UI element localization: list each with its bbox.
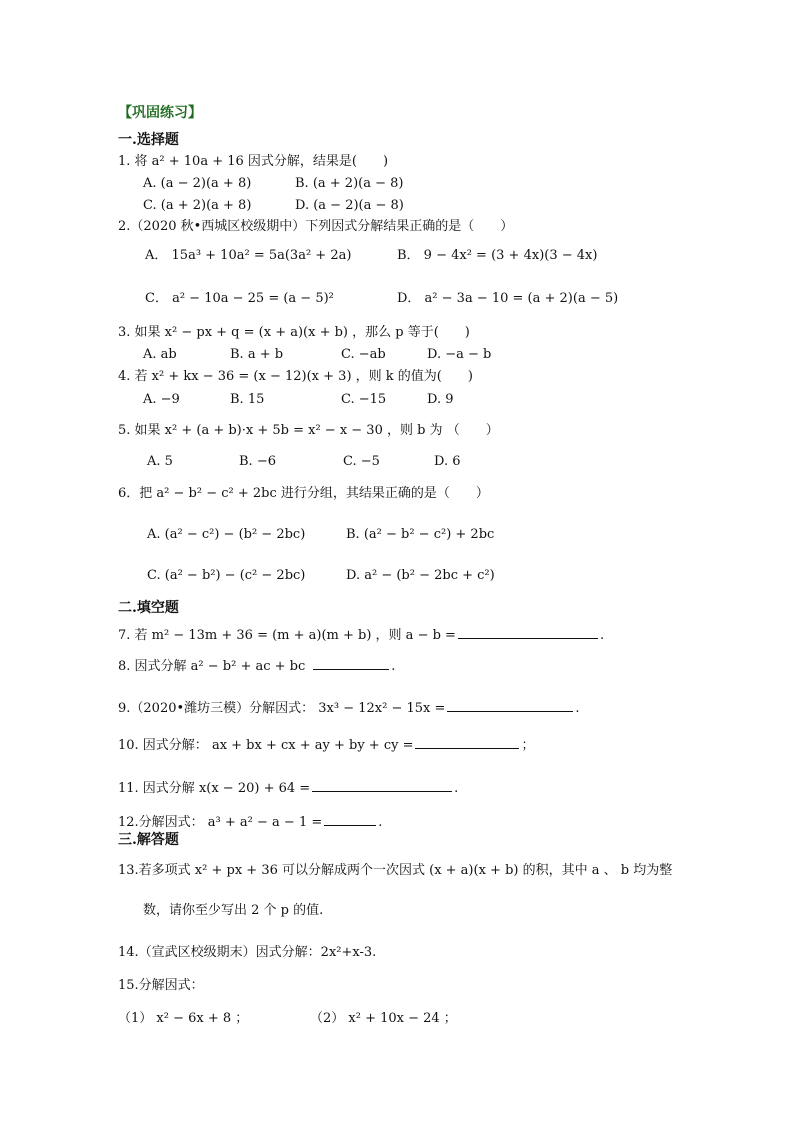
q1-option-c: C. (a + 2)(a + 8) — [143, 198, 252, 213]
q7-answer-blank[interactable] — [458, 625, 598, 639]
q6-stem: 6．把 a² − b² − c² + 2bc 进行分组，其结果正确的是（ ） — [118, 486, 489, 501]
q11-answer-blank[interactable] — [312, 778, 452, 792]
q1-stem: 1. 将 a² + 10a + 16 因式分解，结果是( ) — [118, 154, 389, 169]
q2-option-b: B． 9 − 4x² = (3 + 4x)(3 − 4x) — [397, 248, 598, 263]
q8 — [118, 656, 395, 673]
q10-answer-blank[interactable] — [415, 735, 519, 749]
q6-option-a: A. (a² − c²) − (b² − 2bc) — [147, 527, 306, 542]
q1-option-b: B. (a + 2)(a − 8) — [295, 176, 404, 191]
q10 — [118, 735, 535, 752]
q7 — [118, 625, 604, 642]
q13-line1: 13.若多项式 x² + px + 36 可以分解成两个一次因式 (x + a)(x + b) 的积，其中 a 、 b 均为整 — [118, 863, 673, 878]
q6-option-b: B. (a² − b² − c²) + 2bc — [346, 527, 495, 542]
q13-line2: 数，请你至少写出 2 个 p 的值. — [143, 903, 324, 918]
q10-end: ； — [521, 738, 535, 753]
q15-part1: （1） x² − 6x + 8 ； — [118, 1011, 249, 1026]
q12 — [118, 812, 382, 829]
q12-stem: 12.分解因式： a³ + a² − a − 1 = — [118, 815, 323, 830]
q4-stem: 4. 若 x² + kx − 36 = (x − 12)(x + 3) ，则 k 的值为( ) — [118, 369, 473, 384]
q7-end: . — [599, 628, 605, 643]
q1-option-a: A. (a − 2)(a + 8) — [143, 176, 252, 191]
q2-option-d: D． a² − 3a − 10 = (a + 2)(a − 5) — [397, 291, 619, 306]
q5-option-b: B. −6 — [239, 454, 276, 469]
q3-option-a: A. ab — [143, 347, 177, 362]
q8-answer-blank[interactable] — [313, 656, 389, 670]
q3-option-d: D. −a − b — [427, 347, 492, 362]
q4-option-c: C. −15 — [341, 392, 387, 407]
q15-stem: 15.分解因式： — [118, 978, 204, 993]
section-solve: 三.解答题 — [118, 832, 179, 848]
q9-stem: 9.（2020•潍坊三模）分解因式： 3x³ − 12x² − 15x = — [118, 701, 446, 716]
q5-option-d: D. 6 — [434, 454, 461, 469]
q8-stem: 8. 因式分解 a² − b² + ac + bc — [118, 659, 306, 674]
q9 — [118, 698, 580, 715]
q3-stem: 3. 如果 x² − px + q = (x + a)(x + b) ，那么 p 等于( ) — [118, 325, 470, 340]
q5-option-a: A. 5 — [147, 454, 173, 469]
q10-stem: 10. 因式分解： ax + bx + cx + ay + by + cy = — [118, 738, 414, 753]
q4-option-b: B. 15 — [230, 392, 265, 407]
q11-stem: 11. 因式分解 x(x − 20) + 64 = — [118, 781, 311, 796]
q3-option-b: B. a + b — [230, 347, 284, 362]
q9-end: . — [575, 701, 580, 716]
q12-answer-blank[interactable] — [324, 812, 376, 826]
q4-option-d: D. 9 — [427, 392, 454, 407]
q6-option-c: C. (a² − b²) − (c² − 2bc) — [147, 568, 306, 583]
worksheet-header: 【巩固练习】 — [118, 105, 202, 121]
q8-end: . — [391, 659, 396, 674]
q4-option-a: A. −9 — [143, 392, 180, 407]
q1-option-d: D. (a − 2)(a − 8) — [295, 198, 404, 213]
q15-part2: （2） x² + 10x − 24 ； — [310, 1011, 457, 1026]
q5-stem: 5. 如果 x² + (a + b)·x + 5b = x² − x − 30 ，则 b 为 （ ） — [118, 423, 499, 438]
q7-stem: 7. 若 m² − 13m + 36 = (m + a)(m + b) ，则 a − b = — [118, 628, 456, 643]
q5-option-c: C. −5 — [343, 454, 380, 469]
q9-answer-blank[interactable] — [447, 698, 573, 712]
section-fill-in: 二.填空题 — [118, 600, 179, 616]
q2-stem: 2.（2020 秋•西城区校级期中）下列因式分解结果正确的是（ ） — [118, 219, 514, 234]
q2-option-a: A． 15a³ + 10a² = 5a(3a² + 2a) — [145, 248, 352, 263]
q12-end: . — [378, 815, 383, 830]
q14: 14.（宣武区校级期末）因式分解：2x²+x-3. — [118, 945, 377, 960]
section-multiple-choice: 一.选择题 — [118, 132, 179, 148]
q11-end: . — [454, 781, 459, 796]
q11 — [118, 778, 458, 795]
q2-option-c: C． a² − 10a − 25 = (a − 5)² — [145, 291, 334, 306]
q6-option-d: D. a² − (b² − 2bc + c²) — [346, 568, 495, 583]
q3-option-c: C. −ab — [341, 347, 386, 362]
